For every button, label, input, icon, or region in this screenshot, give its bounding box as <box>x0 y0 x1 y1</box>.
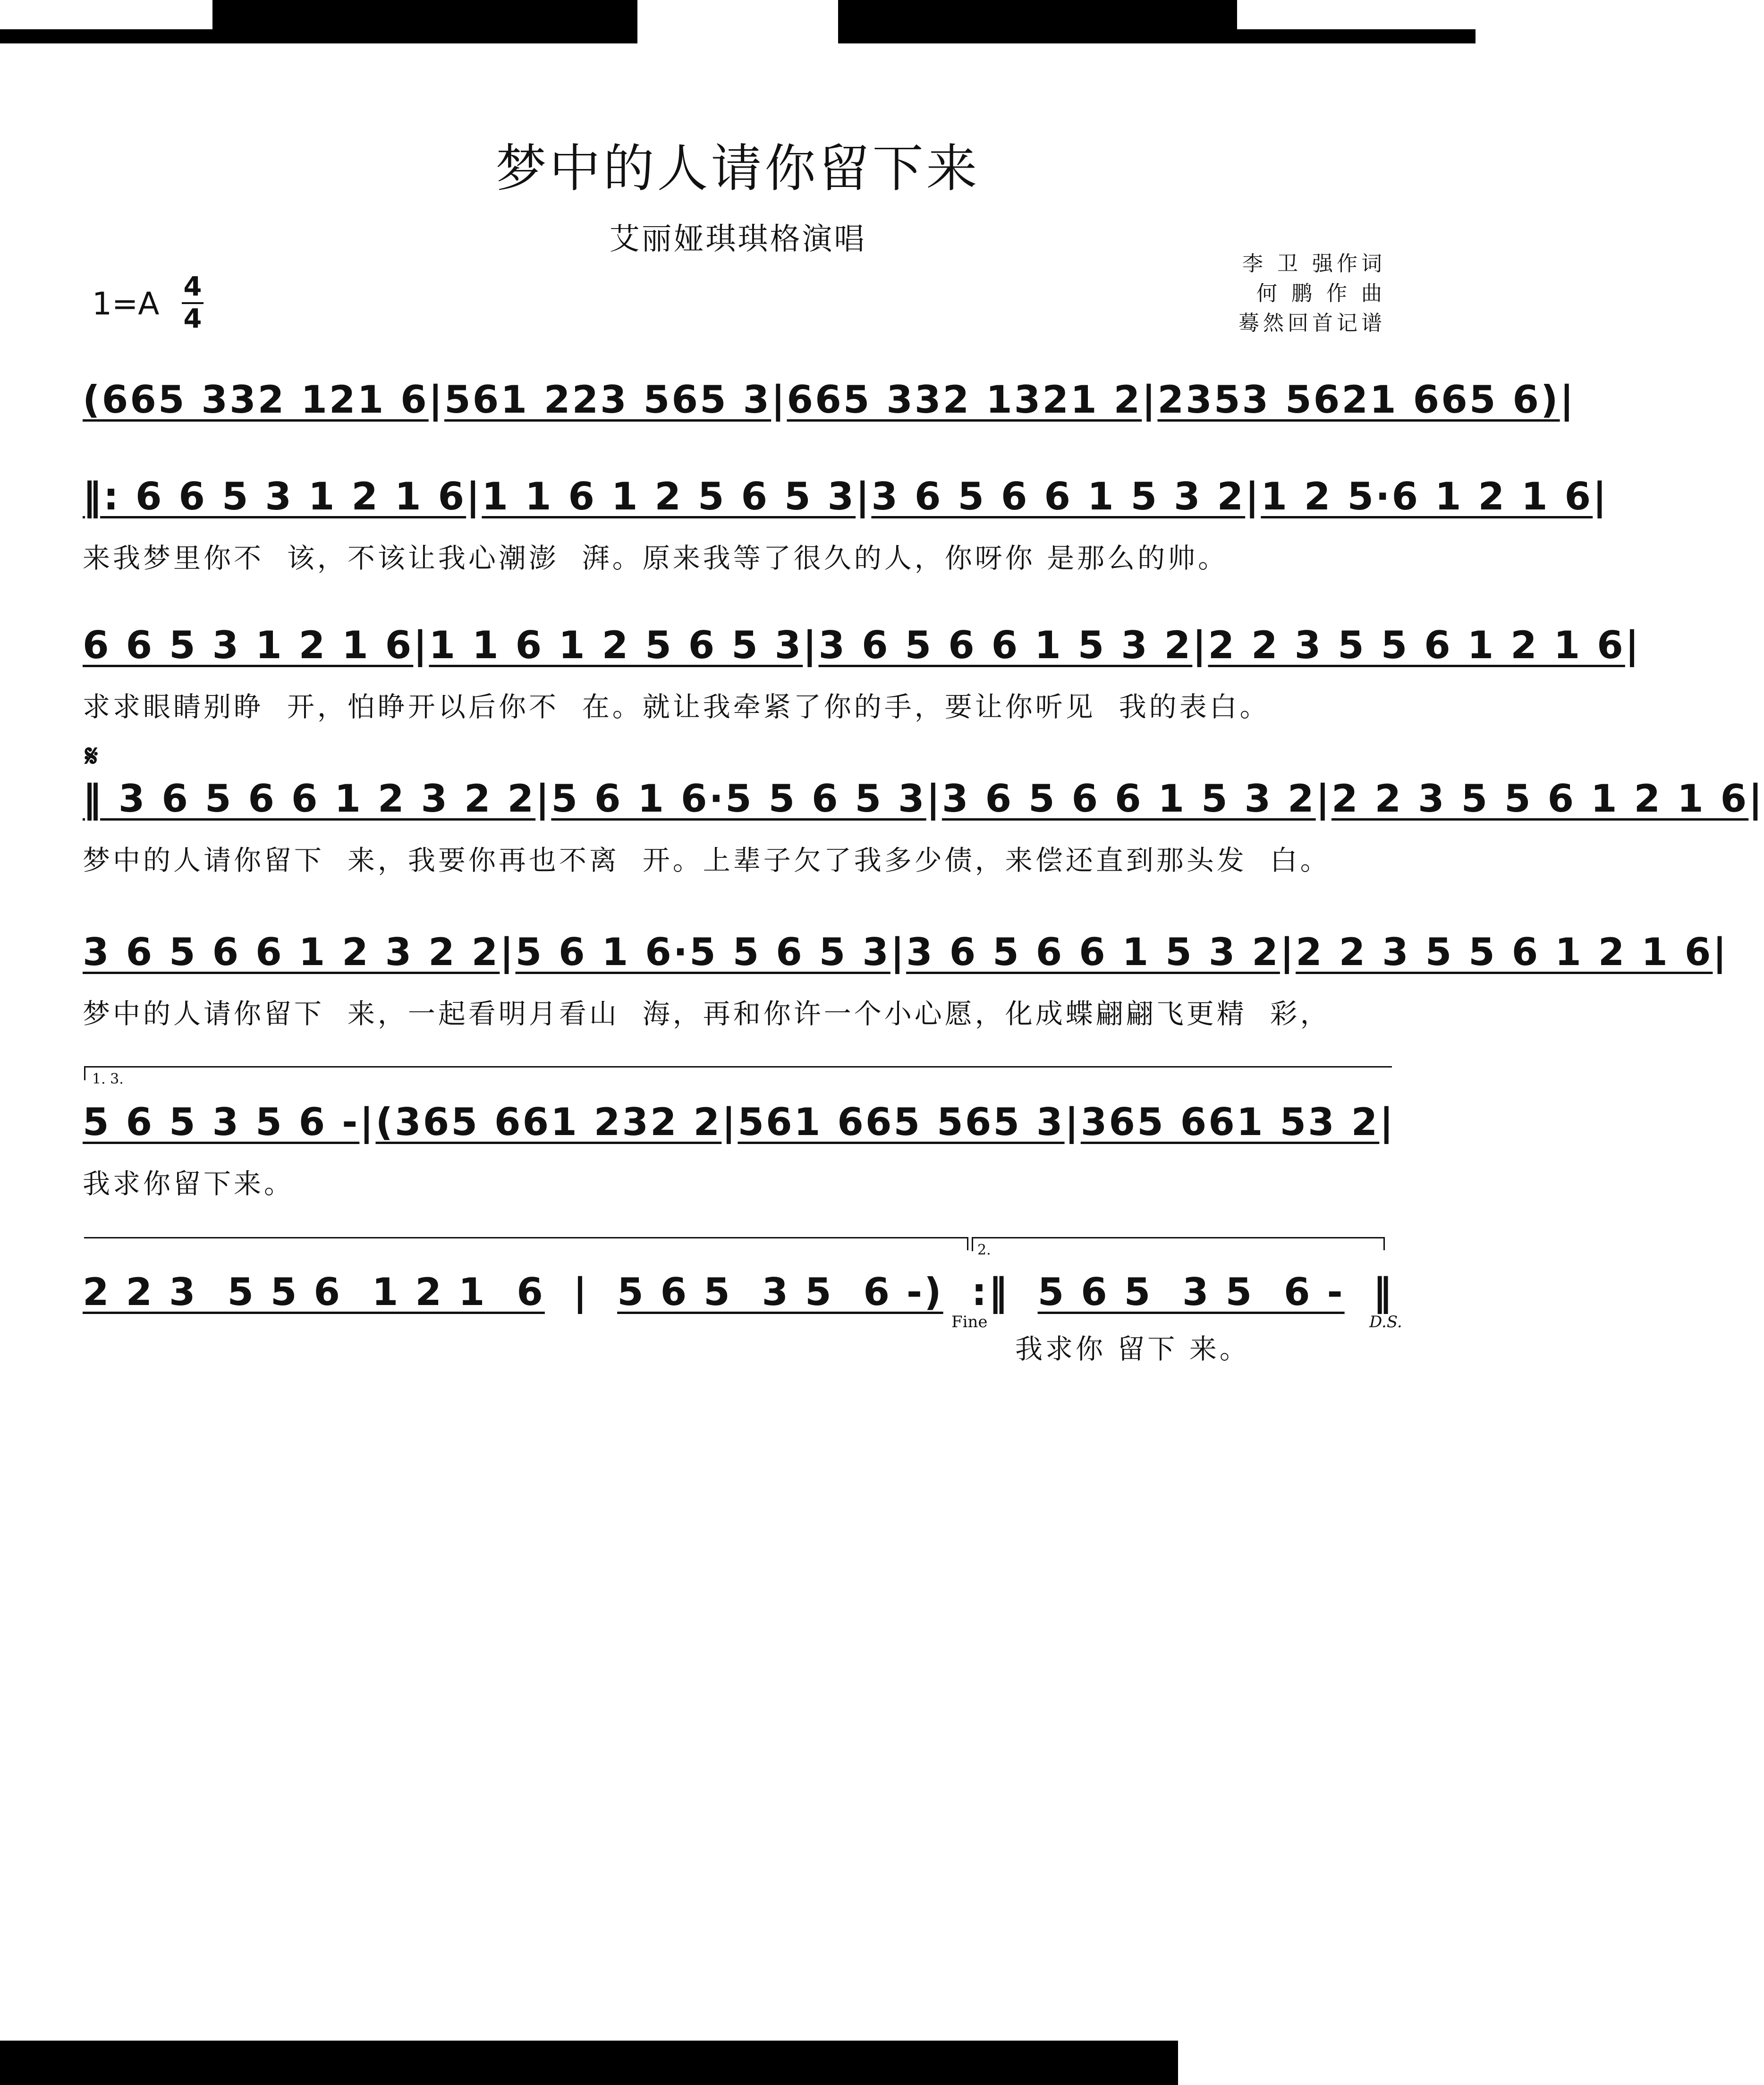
barline: | <box>1593 475 1609 518</box>
lyrics-text: 我求你留下来。 <box>83 1168 295 1200</box>
barline: | <box>500 930 516 974</box>
volta-2-end-hook <box>1383 1237 1385 1250</box>
time-signature <box>182 273 204 333</box>
barline: | <box>359 1100 375 1144</box>
barline: | <box>771 378 787 422</box>
volta-1-bracket <box>84 1066 1392 1068</box>
performer: 艾丽娅琪琪格演唱 <box>609 222 866 257</box>
score-line-4 <box>83 777 1764 821</box>
lyrics-line-7 <box>1015 1327 1393 1366</box>
repeat-end-barline: :‖ <box>971 1270 1009 1314</box>
measure: 561 223 565 3 <box>444 378 772 422</box>
barline: | <box>1560 378 1576 422</box>
barline: | <box>535 777 551 821</box>
barline: | <box>1142 378 1158 422</box>
lyrics-text: 梦中的人请你留下 来，我要你再也不离 开。上辈子欠了我多少债，来偿还直到那头发 白。 <box>83 844 1331 876</box>
barline: | <box>890 930 907 974</box>
score-line-7 <box>83 1270 1395 1314</box>
top-paper-tab-left <box>0 0 212 29</box>
volta-2-hook <box>972 1237 973 1251</box>
barline: | <box>803 623 819 667</box>
measure: ‖ 3 6 5 6 6 1 2 3 2 2 <box>83 777 536 821</box>
volta-1-end-hook <box>967 1237 968 1250</box>
measure: 5 6 1 6·5 5 6 5 3 <box>515 930 890 974</box>
lyrics-line-6 <box>83 1161 1395 1201</box>
score-line-1 <box>83 378 1576 422</box>
barline: | <box>1280 930 1296 974</box>
final-barline: ‖ <box>1373 1270 1394 1314</box>
barline: | <box>721 1100 738 1144</box>
lyrics-line-2 <box>83 536 1395 576</box>
measure: 5 6 1 6·5 5 6 5 3 <box>551 777 926 821</box>
barline: | <box>856 475 872 518</box>
measure: 5 6 5 3 5 6 - <box>83 1100 360 1144</box>
key-signature: 1=A <box>92 286 160 322</box>
volta-1-continuation <box>84 1237 967 1238</box>
score-line-5 <box>83 930 1729 974</box>
measure: 3 6 5 6 6 1 5 3 2 <box>818 623 1193 667</box>
measure: 2 2 3 5 5 6 1 2 1 6 <box>83 1270 545 1314</box>
measure: 1 1 6 1 2 5 6 5 3 <box>482 475 856 518</box>
volta-2-bracket <box>972 1237 1385 1238</box>
measure: 2353 5621 665 6) <box>1157 378 1560 422</box>
top-paper-tab-right <box>1237 0 1476 29</box>
measure: 5 6 5 3 5 6 - <box>1037 1270 1345 1314</box>
score-line-3 <box>83 623 1641 667</box>
measure: 1 2 5·6 1 2 1 6 <box>1261 475 1593 518</box>
lyricist-credit: 李 卫 强作词 <box>1242 252 1386 276</box>
measure: 3 6 5 6 6 1 5 3 2 <box>906 930 1280 974</box>
fine-marking: Fine <box>951 1313 988 1331</box>
barline: | <box>1625 623 1641 667</box>
top-paper-tab-center <box>637 0 838 27</box>
barline: | <box>573 1270 589 1314</box>
barline: | <box>1315 777 1331 821</box>
measure: 3 6 5 6 6 1 2 3 2 2 <box>83 930 500 974</box>
measure: 665 332 1321 2 <box>787 378 1142 422</box>
barline: | <box>1748 777 1764 821</box>
barline: | <box>926 777 942 821</box>
barline: | <box>428 378 444 422</box>
measure: 561 665 565 3 <box>738 1100 1065 1144</box>
measure: (365 661 232 2 <box>375 1100 722 1144</box>
time-signature-top: 4 <box>183 271 202 302</box>
measure: 365 661 53 2 <box>1080 1100 1380 1144</box>
score-line-6 <box>83 1100 1395 1144</box>
measure: 3 6 5 6 6 1 5 3 2 <box>871 475 1246 518</box>
score-line-2 <box>83 475 1609 518</box>
lyrics-line-3 <box>83 685 1395 724</box>
measure: (665 332 121 6 <box>83 378 429 422</box>
measure: 2 2 3 5 5 6 1 2 1 6 <box>1331 777 1749 821</box>
volta-1-label: 1. 3. <box>92 1071 124 1087</box>
barline: | <box>1065 1100 1081 1144</box>
segno-sign: 𝄋 <box>85 739 98 774</box>
barline: | <box>1192 623 1208 667</box>
bottom-bar <box>0 2041 1178 2085</box>
measure: ‖: 6 6 5 3 1 2 1 6 <box>83 475 466 518</box>
measure: 2 2 3 5 5 6 1 2 1 6 <box>1208 623 1625 667</box>
composer-credit: 何 鹏 作 曲 <box>1256 281 1386 305</box>
lyrics-line-5 <box>83 992 1395 1031</box>
volta-2-label: 2. <box>977 1242 991 1258</box>
lyrics-line-4 <box>83 838 1395 878</box>
lyrics-text: 来我梦里你不 该，不该让我心潮澎 湃。原来我等了很久的人，你呀你 是那么的帅。 <box>83 542 1229 574</box>
transcriber-credit: 蓦然回首记谱 <box>1238 311 1386 335</box>
measure: 5 6 5 3 5 6 -) <box>617 1270 943 1314</box>
song-title: 梦中的人请你留下来 <box>495 139 980 198</box>
lyrics-text: 求求眼睛别睁 开，怕睁开以后你不 在。就让我牵紧了你的手，要让你听见 我的表白。 <box>83 691 1270 723</box>
barline: | <box>1713 930 1729 974</box>
measure: 2 2 3 5 5 6 1 2 1 6 <box>1296 930 1713 974</box>
lyrics-text: 我求你 留下 来。 <box>1015 1333 1250 1365</box>
ds-marking: D.S. <box>1369 1313 1402 1331</box>
volta-1-hook <box>84 1066 85 1080</box>
barline: | <box>1245 475 1261 518</box>
barline: | <box>1379 1100 1395 1144</box>
lyrics-text: 梦中的人请你留下 来，一起看明月看山 海，再和你许一个小心愿，化成蝶翩翩飞更精 彩， <box>83 998 1331 1030</box>
measure: 3 6 5 6 6 1 5 3 2 <box>941 777 1316 821</box>
barline: | <box>466 475 482 518</box>
time-signature-bottom: 4 <box>183 304 202 334</box>
barline: | <box>413 623 429 667</box>
measure: 6 6 5 3 1 2 1 6 <box>83 623 414 667</box>
measure: 1 1 6 1 2 5 6 5 3 <box>429 623 803 667</box>
